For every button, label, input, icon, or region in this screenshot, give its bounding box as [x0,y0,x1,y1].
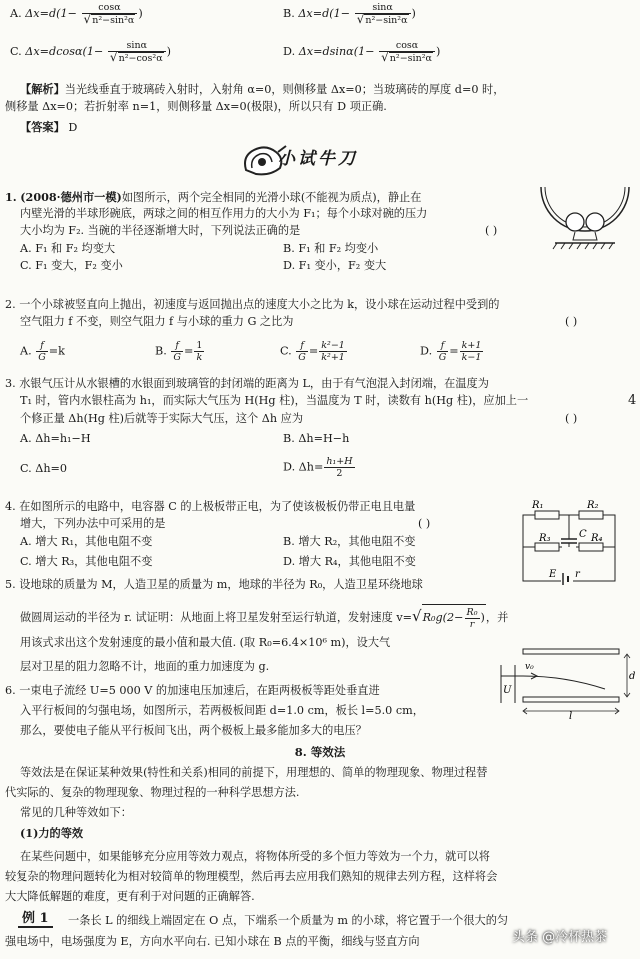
option-c: C. Δx=dcosα(1− $\frac{\sin\alpha}{\text{√n²−cos²α}}$ ) [10,40,171,64]
option-a: A. Δx=d(1− $\frac{\cos\alpha}{\text{√n²−sin²α}}$ ) [10,2,143,26]
example-1-tag: 例 1 [18,912,53,928]
answer-line: 【答案】 D [20,120,78,134]
q3-line-3: 个修正量 Δh(Hg 柱)后就等于实际大气压，这个 Δh 应为 [20,412,304,425]
answer-tag: 【答案】 [20,120,65,134]
resistor-r3 [535,543,559,551]
label-l: l [569,711,573,720]
q3-answer-paren: ( ) [565,412,578,425]
deflection-figure [495,645,635,720]
q5-line-2: 做圆周运动的半径为 r. 试证明：从地面上将卫星发射至运行轨道，发射速度 v=√R₀g(2− $\frac{\text{R₀}}{r}$ )，并 [20,604,508,631]
jiexi-tag: 【解析】 [20,82,65,96]
jiexi-line-2: 侧移量 Δx=0；若折射率 n=1，则侧移量 Δx=0(极限)，所以只有 D 项正确. [5,100,387,113]
q2-option-b: B. $\frac{f}{G}$ = $\frac{1}{k}$ [155,340,203,363]
q2-answer-paren: ( ) [565,315,578,328]
q1-option-b: B. F₁ 和 F₂ 均变小 [283,242,379,255]
label-r3: R₃ [539,533,551,544]
s8-para3-line2: 较复杂的物理问题转化为相对较简单的物理模型，然后再去应用我们熟知的规律去列方程，这样将会 [5,870,498,883]
q4-option-a: A. 增大 R₁，其他电阻不变 [20,535,153,548]
resistor-r4 [579,543,603,551]
option-d: D. Δx=dsinα(1− $\frac{\cos\alpha}{\text{√n²−sin²α}}$ ) [283,40,441,64]
label-r: r [575,569,580,580]
q5-line-4: 层对卫星的阻力忽略不计，地面的重力加速度为 g. [20,660,270,673]
label-r4: R₄ [591,533,603,544]
s8-para3-line1: 在某些问题中，如果能够充分应用等效力观点，将物体所受的多个恒力等效为一个力，就可以将 [20,850,490,863]
q3-line-2: T₁ 时，管内水银柱高为 h₁，而实际大气压为 H(Hg 柱)，当温度为 T 时，读数有 h(Hg 柱)，应加上一 [20,394,529,407]
label-v0: v₀ [525,662,534,672]
q6-line-3: 那么，要使电子能从平行板间飞出，两个极板上最多能加多大的电压？ [20,724,367,737]
q1-option-d: D. F₁ 变小，F₂ 变大 [283,259,387,272]
s8-para1-line2: 代实际的、复杂的物理现象、物理过程的一种科学思想方法. [5,786,300,799]
label-r1: R₁ [532,500,544,511]
electron-path [501,676,605,689]
section-title: 小试牛刀 [278,149,358,169]
bowl-figure [535,183,635,268]
ball-right [586,213,604,231]
q6-line-1: 6. 一束电子流经 U=5 000 V 的加速电压加速后，在距两极板等距处垂直进 [5,684,380,697]
q4-option-d: D. 增大 R₄，其他电阻不变 [283,555,416,568]
q4-line-1: 4. 在如图所示的电路中，电容器 C 的上极板带正电，为了使该极板仍带正电且电量 [5,500,416,513]
q3-option-b: B. Δh=H−h [283,432,350,445]
q5-line-3: 用该式求出这个发射速度的最小值和最大值. (取 R₀=6.4×10⁶ m)，设大气 [20,636,391,649]
example-1-line2: 强电场中，电场强度为 E，方向水平向右. 已知小球在 B 点的平衡，细线与竖直方向 [5,935,420,948]
q1-line-1: 1. (2008·德州市一模)如图所示，两个完全相同的光滑小球(不能视为质点)，静止在 [5,190,422,204]
option-b: B. Δx=d(1− $\frac{\sin\alpha}{\text{√n²−sin²α}}$ ) [283,2,416,26]
label-e: E [549,569,557,580]
label-d: d [629,671,635,682]
q1-source: (2008·德州市一模) [20,190,122,204]
q2-option-d: D. $\frac{f}{G}$ = $\frac{k+1}{k-1}$ [420,340,482,363]
q1-answer-paren: ( ) [485,224,498,237]
q4-option-c: C. 增大 R₃，其他电阻不变 [20,555,153,568]
s8-para2: 常见的几种等效如下： [20,806,132,819]
resistor-r1 [535,511,559,519]
s8-para1-line1: 等效法是在保证某种效果(特性和关系)相同的前提下，用理想的、简单的物理现象、物理过程替 [20,766,488,779]
plate-bottom [523,697,619,702]
label-r2: R₂ [587,500,599,511]
q2-option-c: C. $\frac{f}{G}$ = $\frac{\text{k²−1}}{\text{k²+1}}$ [280,340,345,363]
q3-option-c: C. Δh=0 [20,462,68,475]
q4-option-b: B. 增大 R₂，其他电阻不变 [283,535,416,548]
s8-para3-line3: 大大降低解题的难度，更有利于对问题的正确解答. [5,890,255,903]
q3-edge-mark: 4 [628,393,637,408]
circuit-figure [515,497,625,592]
q3-option-d: D. Δh= $\frac{\text{h₁+H}}{2}$ [283,456,353,479]
q1-line-3: 大小均为 F₂. 当碗的半径逐渐增大时，下列说法正确的是 [20,224,301,237]
jiexi-line-1: 【解析】当光线垂直于玻璃砖入射时，入射角 α=0，则侧移量 Δx=0；当玻璃砖的厚度 d=0 时， [20,82,505,96]
q1-option-a: A. F₁ 和 F₂ 均变大 [20,242,116,255]
q2-line-2: 空气阻力 f 不变，则空气阻力 f 与小球的重力 G 之比为 [20,315,294,328]
q1-option-c: C. F₁ 变大，F₂ 变小 [20,259,123,272]
q5-line-1: 5. 设地球的质量为 M，人造卫星的质量为 m，地球的半径为 R₀，人造卫星环绕地球 [5,578,423,591]
example-1-line1: 一条长 L 的细线上端固定在 O 点，下端系一个质量为 m 的小球，将它置于一个很大的匀 [68,914,509,927]
ball-left [566,213,584,231]
resistor-r2 [579,511,603,519]
q2-option-a: A. $\frac{f}{G}$ =k [20,340,65,363]
s8-subheading-force: (1)力的等效 [20,826,84,840]
q4-line-2: 增大，下列办法中可采用的是 [20,517,166,530]
label-c: C [579,529,587,540]
q6-line-2: 入平行板间的匀强电场，如图所示，若两极板间距 d=1.0 cm，板长 l=5.0 cm， [20,704,424,717]
q2-line-1: 2. 一个小球被竖直向上抛出，初速度与返回抛出点的速度大小之比为 k，设小球在运动过程中受到的 [5,298,500,311]
section-8-title: 8. 等效法 [294,745,346,759]
label-u: U [503,685,512,696]
watermark: 头条 @冷杯热茶 [512,930,608,945]
plate-top [523,649,619,654]
q1-line-2: 内壁光滑的半球形碗底，两球之间的相互作用力的大小为 F₁；每个小球对碗的压力 [20,207,428,220]
q4-answer-paren: ( ) [418,517,431,530]
q3-option-a: A. Δh=h₁−H [20,432,91,445]
q3-line-1: 3. 水银气压计从水银槽的水银面到玻璃管的封闭端的距离为 L，由于有气泡混入封闭端，在温度为 [5,377,489,390]
